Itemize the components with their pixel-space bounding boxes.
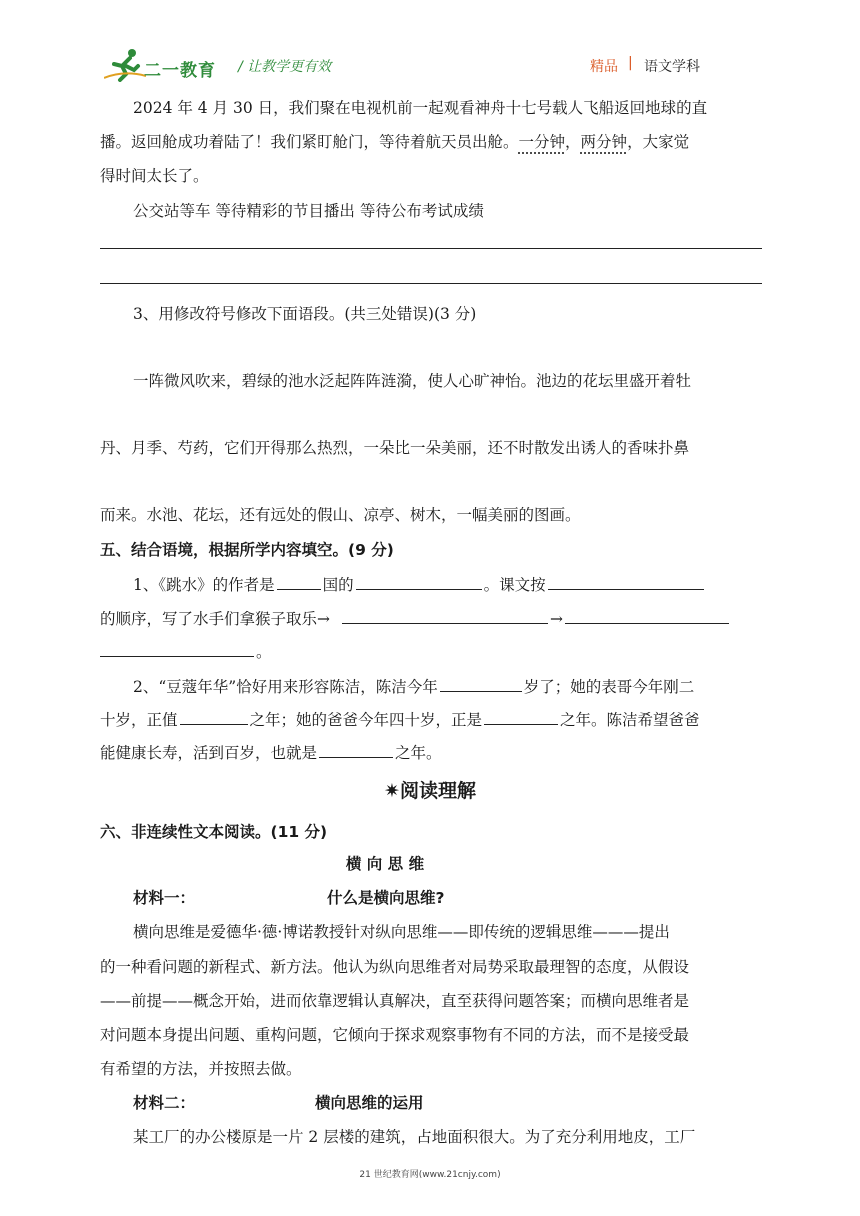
s5-q2-text-g: 之年。	[395, 744, 442, 762]
material-1-label: 材料一：	[133, 889, 196, 907]
m1-line-1: 横向思维是爱德华·德·博诺教授针对纵向思维——即传统的逻辑思维———提出	[133, 923, 670, 941]
s5-q1-text-a: 1、《跳水》的作者是	[133, 576, 275, 594]
s5-q2-text-b: 岁了；她的表哥今年刚二	[523, 678, 695, 696]
m2-line-1: 某工厂的办公楼原是一片 2 层楼的建筑，占地面积很大。为了充分利用地皮，工厂	[133, 1128, 696, 1146]
intro-text: 播。返回舱成功着陆了！我们紧盯舱门，等待着航天员出舱。	[100, 133, 519, 151]
s5-q2-line-3	[100, 741, 442, 763]
author-name-blank[interactable]	[356, 575, 482, 590]
logo	[104, 48, 234, 82]
scenario-options: 公交站等车 等待精彩的节目播出 等待公布考试成绩	[133, 202, 484, 220]
s5-q1-text-c: 。课文按	[483, 576, 546, 594]
material-2-title: 横向思维的运用	[315, 1094, 424, 1112]
plot-blank-2[interactable]	[565, 609, 729, 624]
s5-q2-text-a: 2、“豆蔻年华”恰好用来形容陈洁，陈洁今年	[133, 678, 438, 696]
m1-line-3: ——前提——概念开始，进而依靠逻辑认真解决，直至获得问题答案；而横向思维者是	[100, 992, 690, 1010]
m1-line-2: 的一种看问题的新程式、新方法。他认为纵向思维者对局势采取最理智的态度，从假设	[100, 958, 690, 976]
order-blank[interactable]	[548, 575, 704, 590]
header	[100, 46, 762, 86]
m1-line-5: 有希望的方法，并按照去做。	[100, 1060, 302, 1078]
arrow-symbol: →	[550, 610, 563, 628]
m1-line-4: 对问题本身提出问题、重构问题，它倾向于探求观察事物有不同的方法，而不是接受最	[100, 1026, 690, 1044]
s5-q1-line-1	[133, 573, 706, 595]
s5-q1-text-d: 的顺序，写了水手们拿猴子取乐→	[100, 610, 330, 628]
twenty-term-blank[interactable]	[180, 710, 248, 725]
age-blank[interactable]	[440, 677, 522, 692]
runner-logo-icon	[104, 48, 146, 82]
q3-title: 3、用修改符号修改下面语段。(共三处错误)(3 分)	[133, 305, 477, 323]
subject-label: 语文学科	[644, 59, 700, 75]
hundred-term-blank[interactable]	[319, 743, 393, 758]
material-1-title: 什么是横向思维?	[327, 889, 445, 907]
s5-q1-end: 。	[256, 643, 272, 661]
intro-line-3: 得时间太长了。	[100, 167, 209, 185]
s5-q1-text-b: 国的	[322, 576, 354, 594]
answer-line-2[interactable]	[100, 283, 762, 284]
s5-q2-text-e: 之年。陈洁希望爸爸	[560, 711, 700, 729]
s5-q2-text-c: 十岁，正值	[100, 711, 178, 729]
article-title: 横 向 思 维	[345, 855, 425, 873]
plot-blank-3[interactable]	[100, 642, 254, 657]
reading-banner: ✷阅读理解	[384, 780, 476, 802]
s5-q1-line-3	[100, 640, 272, 662]
answer-line-1[interactable]	[100, 248, 762, 249]
section-6-heading: 六、非连续性文本阅读。(11 分)	[100, 823, 328, 841]
forty-term-blank[interactable]	[484, 710, 558, 725]
s5-q2-text-d: 之年；她的爸爸今年四十岁，正是	[249, 711, 483, 729]
plot-blank-1[interactable]	[342, 609, 548, 624]
logo-text: 二一教育	[144, 61, 216, 81]
intro-text-end: ，大家觉	[627, 133, 690, 151]
intro-comma: ，	[565, 133, 581, 151]
q3-paragraph-line-1: 一阵微风吹来，碧绿的池水泛起阵阵涟漪，使人心旷神怡。池边的花坛里盛开着牡	[133, 372, 692, 390]
q3-paragraph-line-3: 而来。水池、花坛，还有远处的假山、凉亭、树木，一幅美丽的图画。	[100, 506, 581, 524]
s5-q2-text-f: 能健康长寿，活到百岁，也就是	[100, 744, 318, 762]
dotted-emphasis-2: 两分钟	[580, 133, 628, 151]
material-2-label: 材料二：	[133, 1094, 196, 1112]
author-country-blank[interactable]	[277, 575, 321, 590]
header-separator: |	[628, 55, 633, 71]
s5-q2-line-2	[100, 708, 700, 730]
slogan: / 让教学更有效	[238, 59, 332, 75]
footer: 21 世纪教育网(www.21cnjy.com)	[359, 1170, 501, 1180]
dotted-emphasis-1: 一分钟	[518, 133, 566, 151]
s5-q2-line-1	[133, 675, 694, 697]
section-5-heading: 五、结合语境，根据所学内容填空。(9 分)	[100, 541, 394, 559]
intro-line-2	[100, 130, 689, 152]
q3-paragraph-line-2: 丹、月季、芍药，它们开得那么热烈，一朵比一朵美丽，还不时散发出诱人的香味扑鼻	[100, 439, 690, 457]
s5-q1-line-2	[100, 607, 731, 629]
intro-line-1: 2024 年 4 月 30 日，我们聚在电视机前一起观看神舟十七号载人飞船返回地球的直	[133, 99, 708, 117]
premium-badge: 精品	[590, 59, 618, 75]
